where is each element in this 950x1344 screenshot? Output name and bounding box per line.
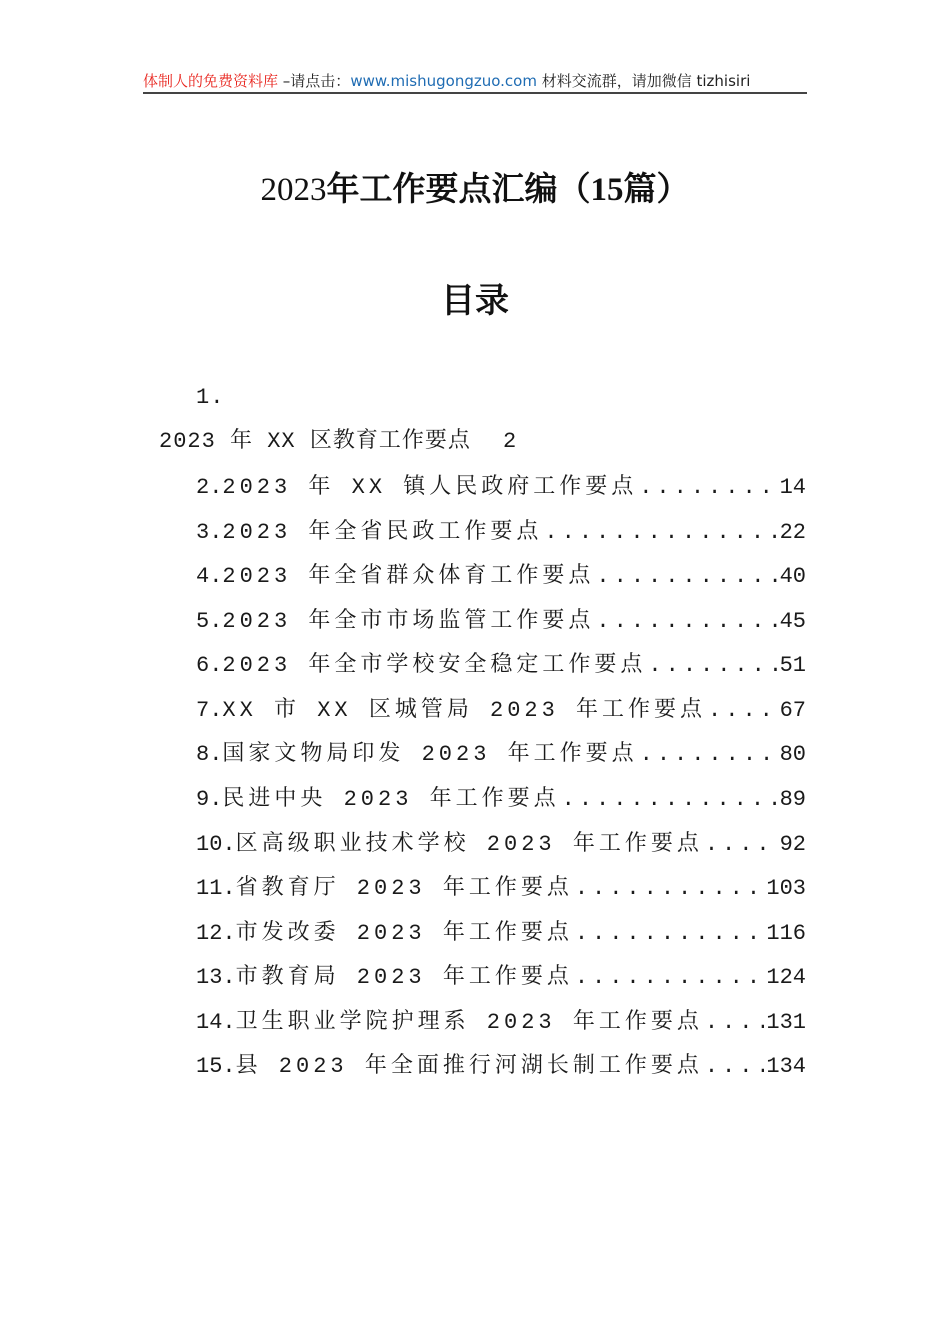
toc-entry[interactable]: [196, 873, 806, 903]
toc-entry[interactable]: [196, 784, 806, 814]
toc-entry-page: 116: [766, 921, 806, 946]
toc-entry-number: 9.: [196, 787, 223, 812]
toc-entry-title: 2023 年全市市场监管工作要点: [222, 609, 595, 634]
toc-entry-number: 8.: [196, 742, 223, 767]
toc-entry-page: 80: [779, 742, 806, 767]
toc-entry-page: 124: [766, 965, 806, 990]
toc-entry-number: 10.: [196, 832, 236, 857]
dot-leader: [562, 786, 778, 814]
document-title-text: 年工作要点汇编（15篇）: [326, 172, 690, 208]
toc-entry-number: 5.: [196, 609, 223, 634]
dot-leader: [596, 563, 777, 591]
dot-leader: [705, 1053, 765, 1081]
toc-entry[interactable]: [196, 650, 806, 680]
toc-entry[interactable]: [196, 472, 806, 502]
toc-entry[interactable]: [196, 561, 806, 591]
toc-entry[interactable]: [196, 606, 806, 636]
header-brand: 体制人的免费资料库: [143, 72, 279, 90]
toc-entry-title: 区高级职业技术学校 2023 年工作要点: [235, 832, 703, 857]
header-url-link[interactable]: www.mishugongzuo.com: [350, 72, 537, 90]
dot-leader: [575, 920, 765, 948]
header-suffix: 材料交流群，请加微信 tizhisiri: [541, 72, 751, 90]
dot-leader: [575, 875, 765, 903]
toc-entry-number: 3.: [196, 520, 223, 545]
toc-entry[interactable]: [196, 918, 806, 948]
toc-entry-page: 134: [766, 1054, 806, 1079]
dot-leader: [640, 741, 778, 769]
toc-entry-page: 92: [779, 832, 806, 857]
dot-leader: [596, 608, 777, 636]
toc-entry-number: 7.: [196, 698, 223, 723]
toc-entry-title: 2023 年全省群众体育工作要点: [222, 564, 595, 589]
toc-entry-number: 4.: [196, 564, 223, 589]
toc-entry-title: 2023 年全省民政工作要点: [222, 520, 543, 545]
toc-entry[interactable]: [196, 695, 806, 725]
toc-entry-title: 市教育局 2023 年工作要点: [235, 965, 573, 990]
toc-entry-title: 2023 年全市学校安全稳定工作要点: [222, 653, 647, 678]
toc-entry-number: 15.: [196, 1054, 236, 1079]
toc-entry-page: 103: [766, 876, 806, 901]
dot-leader: [705, 1009, 765, 1037]
toc-entry-page: 40: [779, 564, 806, 589]
toc-entry-title: 国家文物局印发 2023 年工作要点: [222, 742, 638, 767]
document-title-year: 2023: [260, 172, 327, 208]
toc-entry-title: 2023 年 XX 镇人民政府工作要点: [222, 475, 638, 500]
header-divider: [143, 92, 807, 94]
toc-entry[interactable]: [196, 517, 806, 547]
toc-entry-title: 县 2023 年全面推行河湖长制工作要点: [235, 1054, 703, 1079]
toc-entry[interactable]: [196, 829, 806, 859]
toc-entry-title: 卫生职业学院护理系 2023 年工作要点: [235, 1010, 703, 1035]
toc-entry-title: 市发改委 2023 年工作要点: [235, 921, 573, 946]
toc-entry-page: 14: [779, 475, 806, 500]
toc-entry-page: 45: [779, 609, 806, 634]
toc-entry[interactable]: [196, 1007, 806, 1037]
dot-leader: [639, 474, 777, 502]
dot-leader: [544, 519, 777, 547]
toc-entry[interactable]: [196, 1051, 806, 1081]
toc-entry-page: 22: [779, 520, 806, 545]
toc-entry-number: 2.: [196, 475, 223, 500]
toc-entry-number: 6.: [196, 653, 223, 678]
toc-entry[interactable]: [196, 962, 806, 992]
toc-entry-page: 89: [779, 787, 806, 812]
toc-entry-1[interactable]: [159, 428, 517, 456]
toc-entry-title: 省教育厅 2023 年工作要点: [235, 876, 573, 901]
toc-entry-number: 13.: [196, 965, 236, 990]
header-banner: [143, 70, 807, 92]
toc-entry[interactable]: [196, 739, 806, 769]
toc-entry-title: XX 市 XX 区城管局 2023 年工作要点: [222, 698, 707, 723]
document-title: [0, 170, 950, 210]
toc-entry-title: 民进中央 2023 年工作要点: [222, 787, 560, 812]
header-prompt: –请点击：: [282, 72, 351, 90]
toc-entry-page: 67: [779, 698, 806, 723]
dot-leader: [705, 831, 778, 859]
toc-entry-number: 11.: [196, 876, 236, 901]
dot-leader: [648, 652, 777, 680]
toc-entry-page: 131: [766, 1010, 806, 1035]
toc-entry-1-number[interactable]: 1.: [196, 385, 225, 410]
toc-entry-1-title: 2023 年 XX 区教育工作要点: [159, 429, 471, 454]
dot-leader: [575, 964, 765, 992]
toc-heading: 目录: [441, 283, 509, 320]
toc-entry-1-page: 2: [503, 429, 518, 454]
toc-entry-page: 51: [779, 653, 806, 678]
toc-entry-number: 12.: [196, 921, 236, 946]
toc-entry-number: 14.: [196, 1010, 236, 1035]
dot-leader: [708, 697, 778, 725]
